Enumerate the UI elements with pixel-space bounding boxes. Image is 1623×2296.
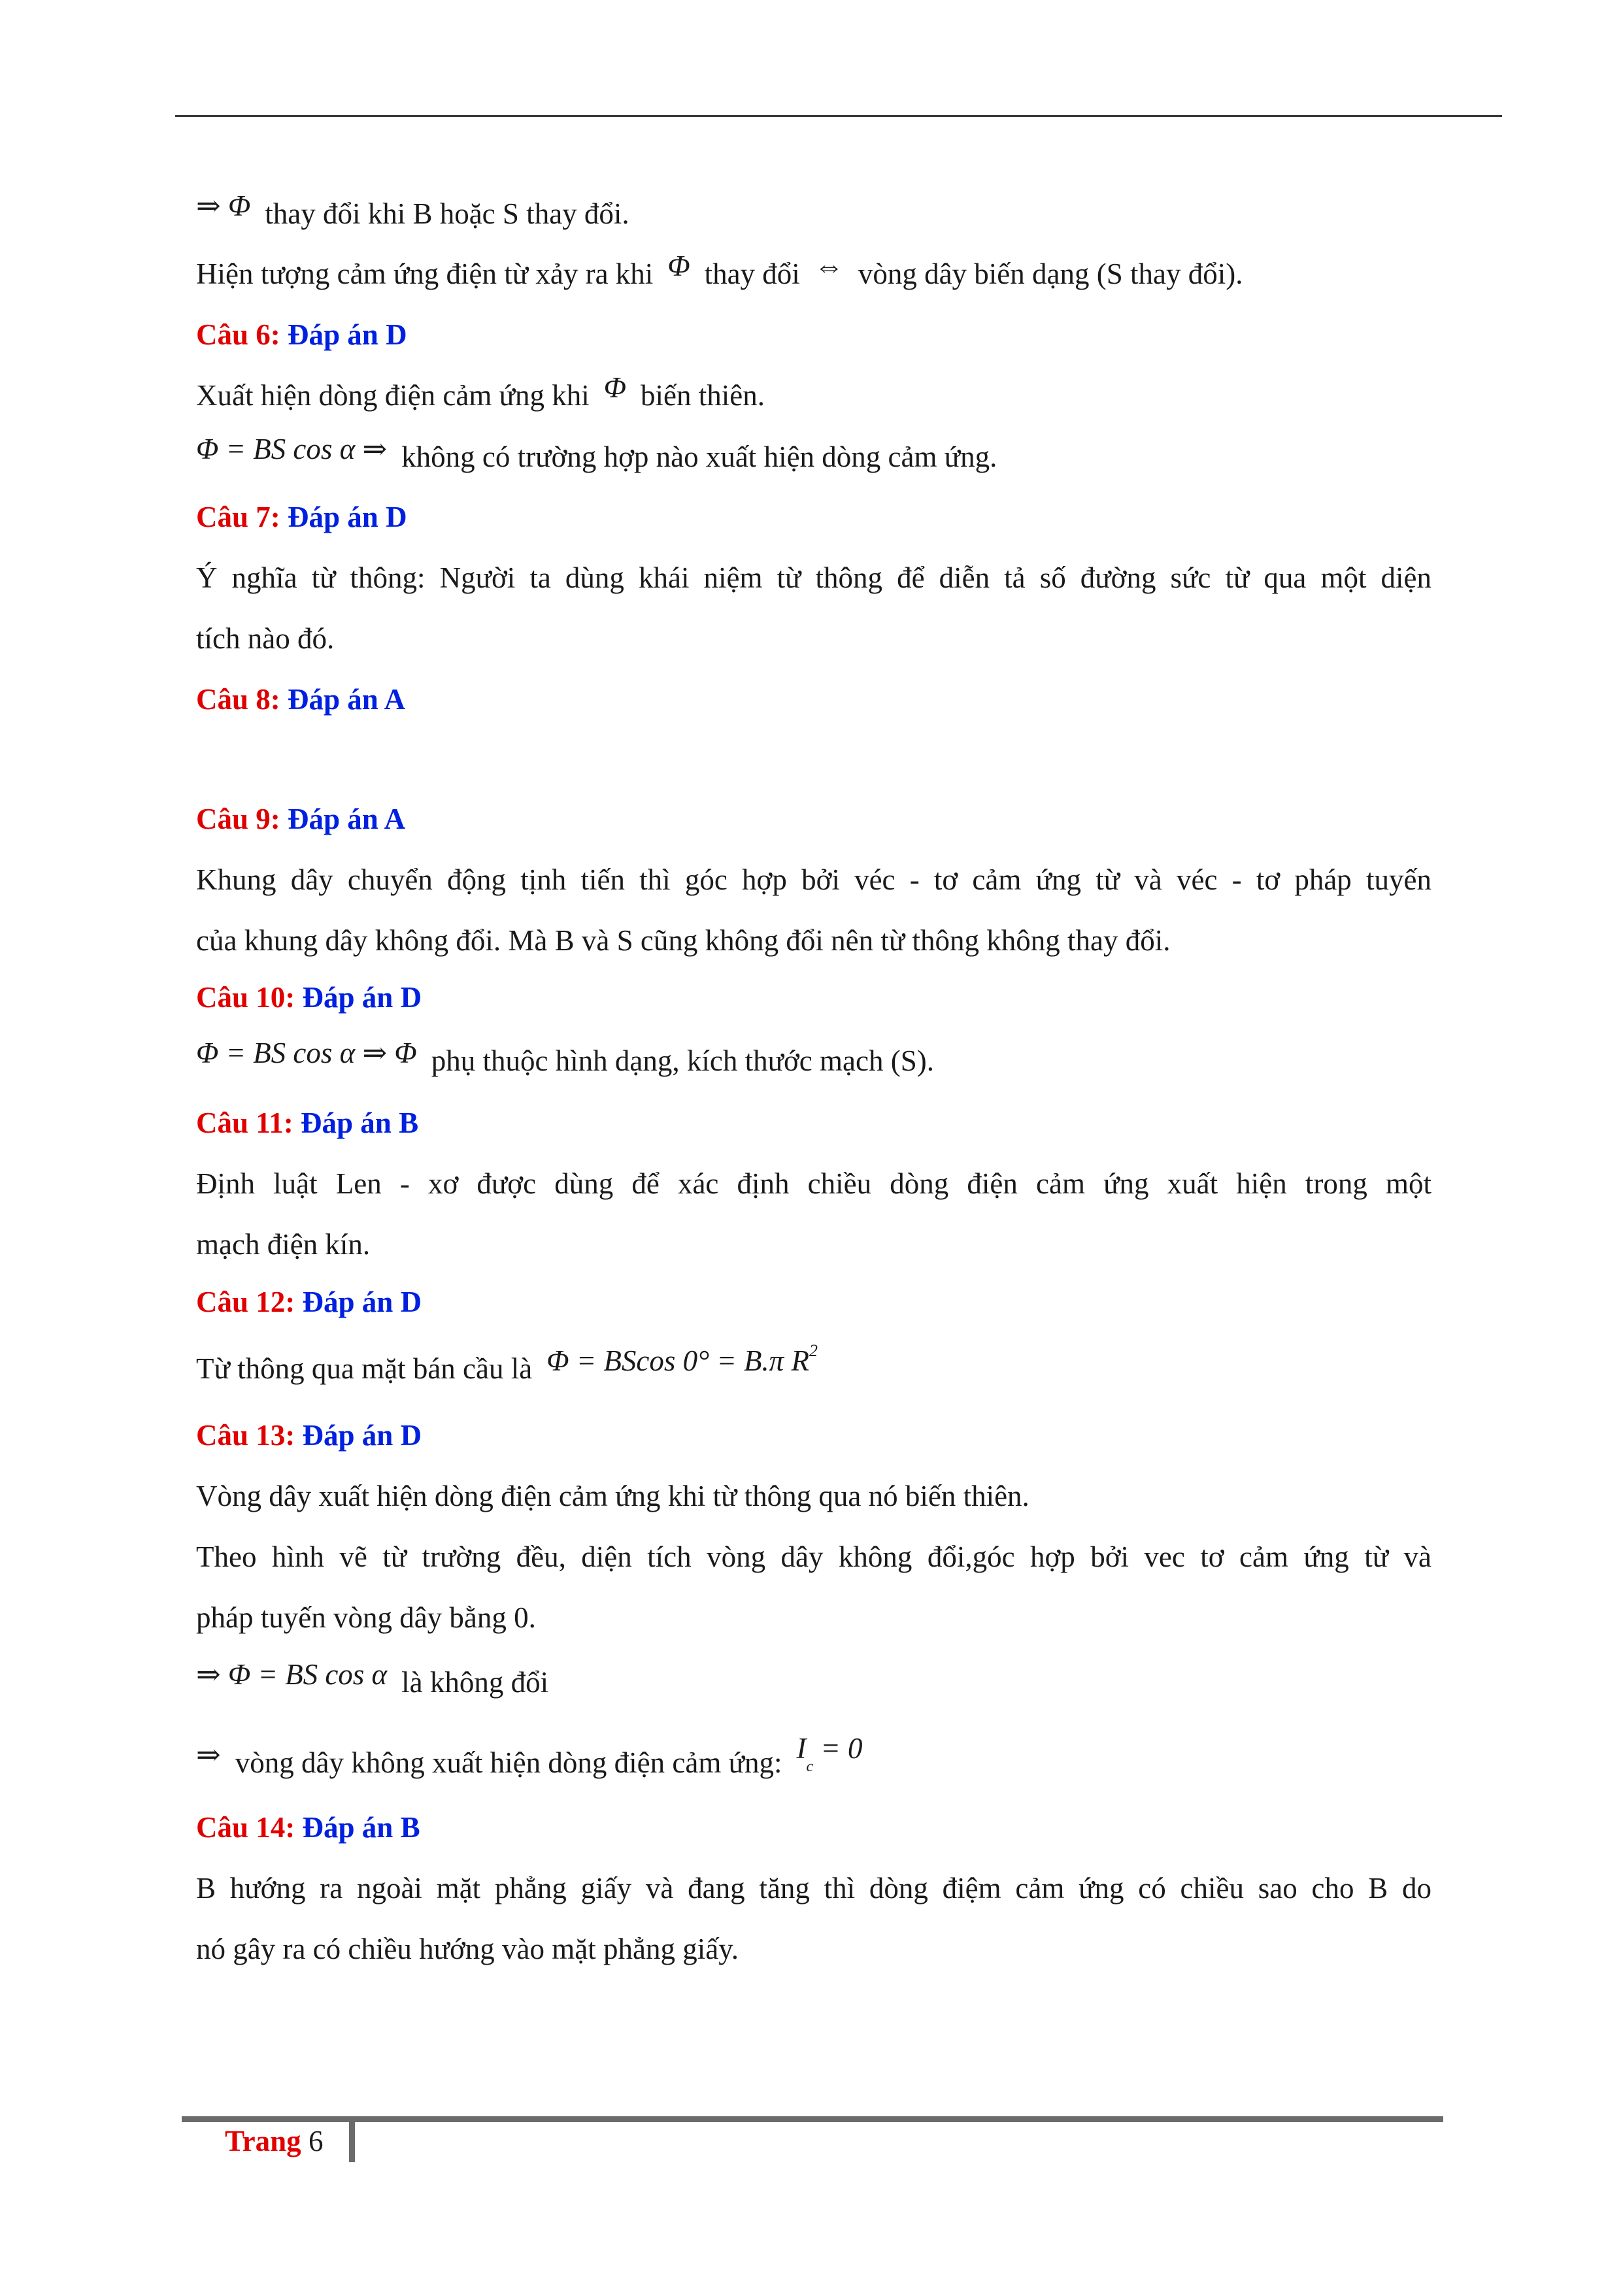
math-phi: Φ [603,371,627,404]
current-symbol: I [796,1732,807,1765]
answer-label: Đáp án D [302,981,422,1014]
line-q13-explain-2: Theo hình vẽ từ trường đều, diện tích vòng dây không đổi,góc hợp bởi vec tơ cảm ứng từ và [196,1540,1431,1573]
text: Xuất hiện dòng điện cảm ứng khi [196,379,590,412]
text: thay đổi [704,258,800,290]
line-q13-explain-1: Vòng dây xuất hiện dòng điện cảm ứng khi từ thông qua nó biến thiên. [196,1480,1029,1512]
question-8-heading [196,682,405,716]
text: Hiện tượng cảm ứng điện từ xảy ra khi [196,258,654,290]
question-12-heading [196,1285,422,1319]
question-9-heading [196,802,405,836]
question-13-heading [196,1418,422,1452]
line-induction-condition [196,250,1243,291]
line-q7-explain-1: Ý nghĩa từ thông: Người ta dùng khái niệm từ thông để diễn tả số đường sức từ qua một diện [196,561,1431,594]
question-number: Câu 10: [196,981,295,1014]
formula-body: Φ = BScos 0° = B.π R [546,1344,809,1377]
answer-label: Đáp án D [302,1419,422,1452]
footer-label: Trang [225,2125,301,2157]
text: Từ thông qua mặt bán cầu là [196,1352,533,1385]
line-q13-explain-3: pháp tuyến vòng dây bằng 0. [196,1601,536,1634]
answer-label: Đáp án A [288,683,406,716]
math-implies: ⇒ [196,1739,221,1771]
question-number: Câu 13: [196,1419,295,1452]
line-q11-explain-2: mạch điện kín. [196,1228,371,1261]
math-formula: Φ = BS cos α ⇒ [196,433,388,465]
text: biến thiên. [641,379,765,412]
line-q9-explain-2: của khung dây không đổi. Mà B và S cũng không đổi nên từ thông không thay đổi. [196,924,1171,957]
question-11-heading [196,1106,418,1140]
text: vòng dây biến dạng (S thay đổi). [858,258,1243,290]
line-q14-explain-2: nó gây ra có chiều hướng vào mặt phẳng giấy. [196,1933,739,1965]
footer-divider [349,2120,355,2162]
text: phụ thuộc hình dạng, kích thước mạch (S). [431,1044,934,1077]
math-formula: ⇒ Φ = BS cos α [196,1658,388,1691]
line-q14-explain-1: B hướng ra ngoài mặt phẳng giấy và đang tăng thì dòng điệm cảm ứng có chiều sao cho B do [196,1872,1431,1905]
question-7-heading [196,500,407,534]
line-q6-formula [196,433,997,474]
current-value: = 0 [820,1732,863,1765]
page-footer [225,2124,323,2158]
question-14-heading [196,1810,420,1844]
math-current-zero [796,1732,863,1775]
line-q13-conclusion [196,1732,863,1784]
math-phi: Φ [667,250,690,282]
question-10-heading [196,980,422,1014]
current-subscript: c [806,1758,814,1775]
question-number: Câu 11: [196,1106,293,1139]
answer-label: Đáp án B [302,1811,420,1844]
answer-label: Đáp án B [301,1106,419,1139]
line-q12-formula [196,1341,818,1386]
answer-label: Đáp án D [288,501,407,533]
math-formula [546,1341,818,1377]
page-number: 6 [308,2125,324,2157]
answer-label: Đáp án D [288,318,407,351]
text: không có trường hợp nào xuất hiện dòng cảm ứng. [401,441,997,473]
text: thay đổi khi B hoặc S thay đổi. [265,197,629,230]
line-q7-explain-2: tích nào đó. [196,622,335,655]
line-q6-explain [196,371,765,412]
line-q10-formula [196,1037,934,1078]
question-number: Câu 9: [196,803,280,835]
math-formula: Φ = BS cos α ⇒ Φ [196,1037,417,1069]
math-implies-phi: ⇒ Φ [196,190,251,222]
line-q9-explain-1: Khung dây chuyển động tịnh tiến thì góc hợp bởi véc - tơ cảm ứng từ và véc - tơ pháp tuyến [196,863,1431,896]
line-q13-formula [196,1658,549,1699]
question-number: Câu 8: [196,683,280,716]
answer-label: Đáp án D [302,1286,422,1318]
header-rule [175,115,1502,117]
footer-rule [182,2116,1443,2122]
question-6-heading [196,318,407,352]
math-iff: ⇔ [814,250,844,282]
question-number: Câu 7: [196,501,280,533]
line-flux-change [196,190,629,231]
question-number: Câu 12: [196,1286,295,1318]
line-q11-explain-1: Định luật Len - xơ được dùng để xác định chiều dòng điện cảm ứng xuất hiện trong một [196,1167,1431,1200]
answer-label: Đáp án A [288,803,406,835]
text: là không đổi [401,1666,549,1699]
text: vòng dây không xuất hiện dòng điện cảm ứng: [235,1746,782,1779]
formula-superscript: 2 [809,1341,818,1360]
question-number: Câu 6: [196,318,280,351]
question-number: Câu 14: [196,1811,295,1844]
